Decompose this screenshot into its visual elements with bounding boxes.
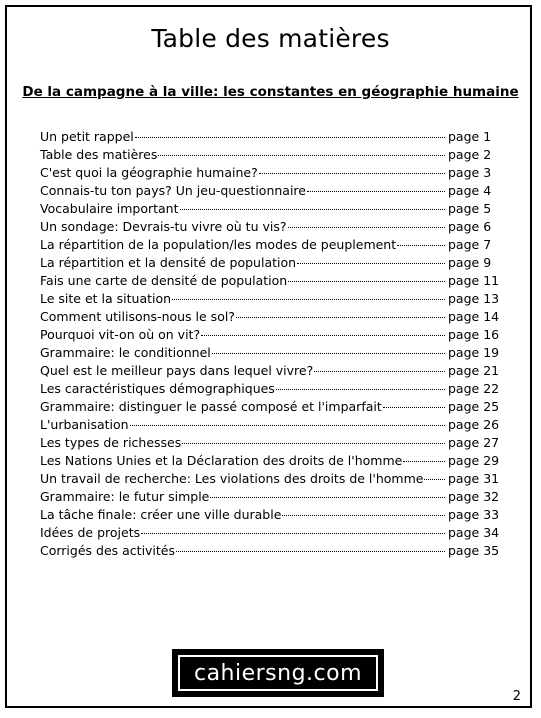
toc-entry-label: Les Nations Unies et la Déclaration des droits de l'homme — [40, 453, 403, 468]
logo-text: cahiersng.com — [178, 655, 378, 691]
toc-dot-leader — [158, 143, 445, 156]
toc-entry-label: La tâche finale: créer une ville durable — [40, 507, 282, 522]
toc-entry-page: page 2 — [448, 147, 492, 162]
toc-dot-leader — [210, 485, 445, 498]
toc-dot-leader — [201, 323, 445, 336]
toc-entry-label: Grammaire: le futur simple — [40, 489, 210, 504]
toc-entry-page: page 1 — [448, 129, 492, 144]
toc-entry-page: page 29 — [448, 453, 500, 468]
toc-entry-page: page 34 — [448, 525, 500, 540]
toc-dot-leader — [236, 305, 445, 318]
toc-entry-label: Fais une carte de densité de population — [40, 273, 288, 288]
toc-entry-label: Pourquoi vit-on où on vit? — [40, 327, 201, 342]
toc-dot-leader — [307, 179, 445, 192]
toc-entry-page: page 19 — [448, 345, 500, 360]
toc-entry-label: L'urbanisation — [40, 417, 129, 432]
toc-dot-leader — [135, 125, 445, 138]
toc-entry-page: page 35 — [448, 543, 500, 558]
toc-dot-leader — [259, 161, 445, 174]
table-of-contents — [40, 128, 500, 560]
toc-entry-page: page 4 — [448, 183, 492, 198]
toc-dot-leader — [288, 269, 445, 282]
toc-entry-label: Vocabulaire important — [40, 201, 179, 216]
toc-entry-label: La répartition de la population/les modes de peuplement — [40, 237, 397, 252]
toc-dot-leader — [212, 341, 445, 354]
toc-entry-page: page 22 — [448, 381, 500, 396]
toc-entry-page: page 6 — [448, 219, 492, 234]
toc-entry-label: Un petit rappel — [40, 129, 134, 144]
toc-entry-label: Corrigés des activités — [40, 543, 176, 558]
toc-dot-leader — [403, 449, 445, 462]
toc-entry-label: Les types de richesses — [40, 435, 182, 450]
toc-entry-label: Un sondage: Devrais-tu vivre où tu vis? — [40, 219, 287, 234]
toc-entry-label: Grammaire: distinguer le passé composé et l'imparfait — [40, 399, 382, 414]
toc-entry-label: Comment utilisons-nous le sol? — [40, 309, 235, 324]
toc-entry-label: Quel est le meilleur pays dans lequel vivre? — [40, 363, 314, 378]
toc-entry-label: Les caractéristiques démographiques — [40, 381, 275, 396]
toc-dot-leader — [397, 233, 445, 246]
toc-entry-label: Table des matières — [40, 147, 158, 162]
toc-dot-leader — [282, 503, 445, 516]
toc-dot-leader — [130, 413, 445, 426]
toc-dot-leader — [180, 197, 445, 210]
toc-dot-leader — [297, 251, 445, 264]
toc-entry-page: page 32 — [448, 489, 500, 504]
toc-entry-page: page 26 — [448, 417, 500, 432]
toc-entry-page: page 14 — [448, 309, 500, 324]
toc-entry-page: page 33 — [448, 507, 500, 522]
page-number: 2 — [512, 689, 521, 704]
toc-entry-label: Connais-tu ton pays? Un jeu-questionnaire — [40, 183, 306, 198]
toc-dot-leader — [314, 359, 445, 372]
toc-entry-label: La répartition et la densité de population — [40, 255, 297, 270]
toc-dot-leader — [288, 215, 446, 228]
toc-entry-label: Idées de projets — [40, 525, 141, 540]
toc-entry-page: page 9 — [448, 255, 492, 270]
toc-entry-page: page 21 — [448, 363, 500, 378]
toc-entry-page: page 3 — [448, 165, 492, 180]
toc-dot-leader — [141, 521, 445, 534]
toc-entry-page: page 31 — [448, 471, 500, 486]
toc-entry — [40, 542, 500, 560]
toc-entry-page: page 13 — [448, 291, 500, 306]
toc-entry-label: Grammaire: le conditionnel — [40, 345, 211, 360]
toc-entry-page: page 25 — [448, 399, 500, 414]
toc-entry-label: Le site et la situation — [40, 291, 172, 306]
toc-dot-leader — [172, 287, 445, 300]
toc-entry-page: page 11 — [448, 273, 500, 288]
toc-dot-leader — [276, 377, 445, 390]
site-logo — [172, 649, 384, 697]
page-title: Table des matières — [151, 24, 390, 53]
toc-entry-page: page 7 — [448, 237, 492, 252]
toc-entry-page: page 5 — [448, 201, 492, 216]
toc-dot-leader — [383, 395, 445, 408]
toc-dot-leader — [182, 431, 445, 444]
toc-entry-page: page 27 — [448, 435, 500, 450]
page-subtitle: De la campagne à la ville: les constantes en géographie humaine — [22, 84, 519, 100]
toc-dot-leader — [176, 539, 445, 552]
toc-entry-label: Un travail de recherche: Les violations des droits de l'homme — [40, 471, 424, 486]
toc-dot-leader — [424, 467, 445, 480]
toc-entry-label: C'est quoi la géographie humaine? — [40, 165, 258, 180]
toc-entry-page: page 16 — [448, 327, 500, 342]
